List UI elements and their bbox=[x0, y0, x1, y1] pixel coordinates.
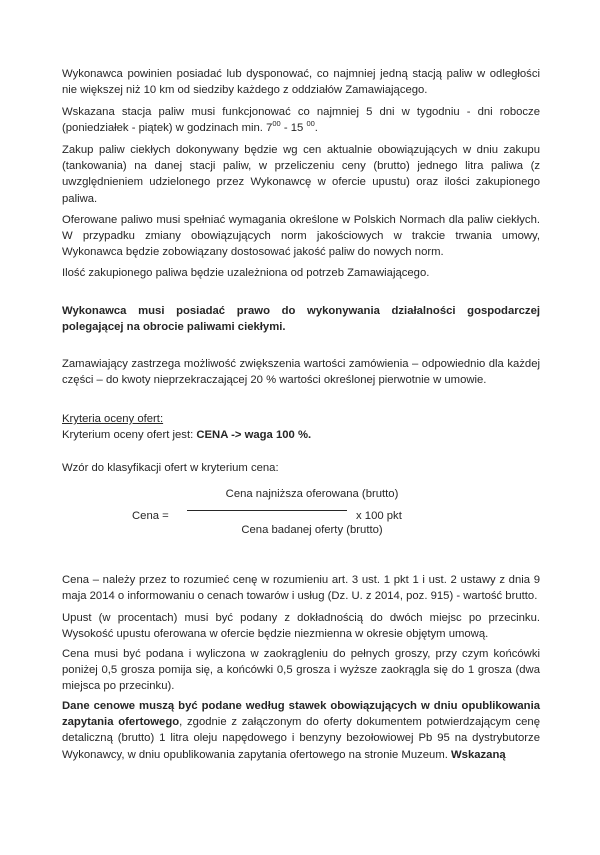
formula-label: Cena = bbox=[132, 510, 169, 522]
paragraph-gas-station-hours bbox=[62, 104, 540, 136]
formula-intro-text: Wzór do klasyfikacji ofert w kryterium cena: bbox=[62, 462, 279, 474]
paragraph-text: Upust (w procentach) musi być podany z dokładnością do dwóch miejsc po przecinku. Wysokość upustu oferowana w ofercie będzie niezmienna w okresie objętym umową. bbox=[62, 612, 540, 641]
criteria-heading: Kryteria oceny ofert: bbox=[62, 413, 164, 425]
paragraph-text bbox=[62, 104, 540, 136]
hours-start-minutes: 00 bbox=[272, 119, 281, 129]
hours-end: . bbox=[314, 122, 318, 135]
paragraph-order-increase bbox=[62, 356, 540, 388]
hours-text: Wskazana stacja paliw musi funkcjonować co najmniej 5 dni w tygodniu - dni robocze (poniedziałek - piątek) w godzinach min. 7 bbox=[62, 106, 540, 135]
paragraph-price-data bbox=[62, 698, 540, 763]
criteria-value: CENA -> waga 100 %. bbox=[196, 429, 312, 442]
criteria-label: Kryterium oceny ofert jest: bbox=[62, 429, 197, 442]
formula-multiplier: x 100 pkt bbox=[356, 510, 402, 522]
paragraph-text: Oferowane paliwo musi spełniać wymagania określone w Polskich Normach dla paliw ciekłych. W przypadku zmiany obowiązujących norm jakościowych w trakcie trwania umowy, Wykonawca będzie zobowiązany dostosować jakość paliw do nowych norm. bbox=[62, 214, 540, 259]
formula-numerator: Cena najniższa oferowana (brutto) bbox=[225, 488, 399, 500]
paragraph-gas-station-distance bbox=[62, 66, 540, 98]
paragraph-rounding bbox=[62, 646, 540, 695]
price-data-text: , zgodnie z załączonym do oferty dokumentem potwierdzającym cenę detaliczną (brutto) 1 litra oleju napędowego i benzyny bezołowiowej Pb 95 na dystrybutorze Wykonawcy, w dniu opublikowania zapytania ofertowego na stronie Muzeum. bbox=[62, 716, 540, 761]
price-data-bold: Dane cenowe muszą być podane według stawek obowiązujących w dniu opublikowania zapytania ofertowego bbox=[62, 700, 540, 729]
paragraph-discount-precision bbox=[62, 610, 540, 642]
paragraph-text: Wykonawca musi posiadać prawo do wykonywania działalności gospodarczej polegającej na obrocie paliwami ciekłymi. bbox=[62, 305, 540, 334]
criteria-line bbox=[62, 427, 540, 443]
formula-denominator: Cena badanej oferty (brutto) bbox=[241, 524, 383, 536]
price-formula bbox=[62, 488, 540, 548]
paragraph-fuel-norms bbox=[62, 212, 540, 261]
paragraph-text: Ilość zakupionego paliwa będzie uzależniona od potrzeb Zamawiającego. bbox=[62, 267, 430, 279]
paragraph-text: Cena – należy przez to rozumieć cenę w rozumieniu art. 3 ust. 1 pkt 1 i ust. 2 ustawy z dnia 9 maja 2014 o informowaniu o cenach towarów i usług (Dz. U. z 2014, poz. 915) - wartość brutto. bbox=[62, 574, 540, 603]
paragraph-price-definition bbox=[62, 572, 540, 604]
paragraph-text: Wykonawca powinien posiadać lub dysponować, co najmniej jedną stacją paliw w odległości nie większej niż 10 km od siedziby każdego z oddziałów Zamawiającego. bbox=[62, 68, 540, 97]
paragraph-license-requirement bbox=[62, 303, 540, 335]
hours-separator: - 15 bbox=[280, 122, 307, 135]
price-data-trailing-bold: Wskazaną bbox=[451, 748, 506, 761]
criteria-section bbox=[62, 411, 540, 443]
formula-intro bbox=[62, 460, 540, 476]
paragraph-text bbox=[62, 698, 540, 763]
paragraph-fuel-purchase bbox=[62, 142, 540, 207]
paragraph-text: Zamawiający zastrzega możliwość zwiększenia wartości zamówienia – odpowiednio dla każdej części – do kwoty nieprzekraczającej 20 % wartości określonej pierwotnie w umowie. bbox=[62, 358, 540, 387]
paragraph-text: Zakup paliw ciekłych dokonywany będzie wg cen aktualnie obowiązujących w dniu zakupu (tankowania) na danej stacji paliw, w przeliczeniu ceny (brutto) jednego litra paliwa (z uwzględnieniem udzielonego przez Wykonawcę w ofercie upustu) oraz ilości zakupionego paliwa. bbox=[62, 144, 540, 205]
fraction-bar bbox=[187, 510, 347, 511]
hours-end-minutes: 00 bbox=[306, 119, 315, 129]
paragraph-text: Cena musi być podana i wyliczona w zaokrągleniu do pełnych groszy, przy czym końcówki poniżej 0,5 grosza pomija się, a końcówki 0,5 grosza i wyższe zaokrągla się do 1 grosza (dwa miejsca po przecinku). bbox=[62, 648, 540, 693]
paragraph-fuel-quantity bbox=[62, 265, 540, 281]
